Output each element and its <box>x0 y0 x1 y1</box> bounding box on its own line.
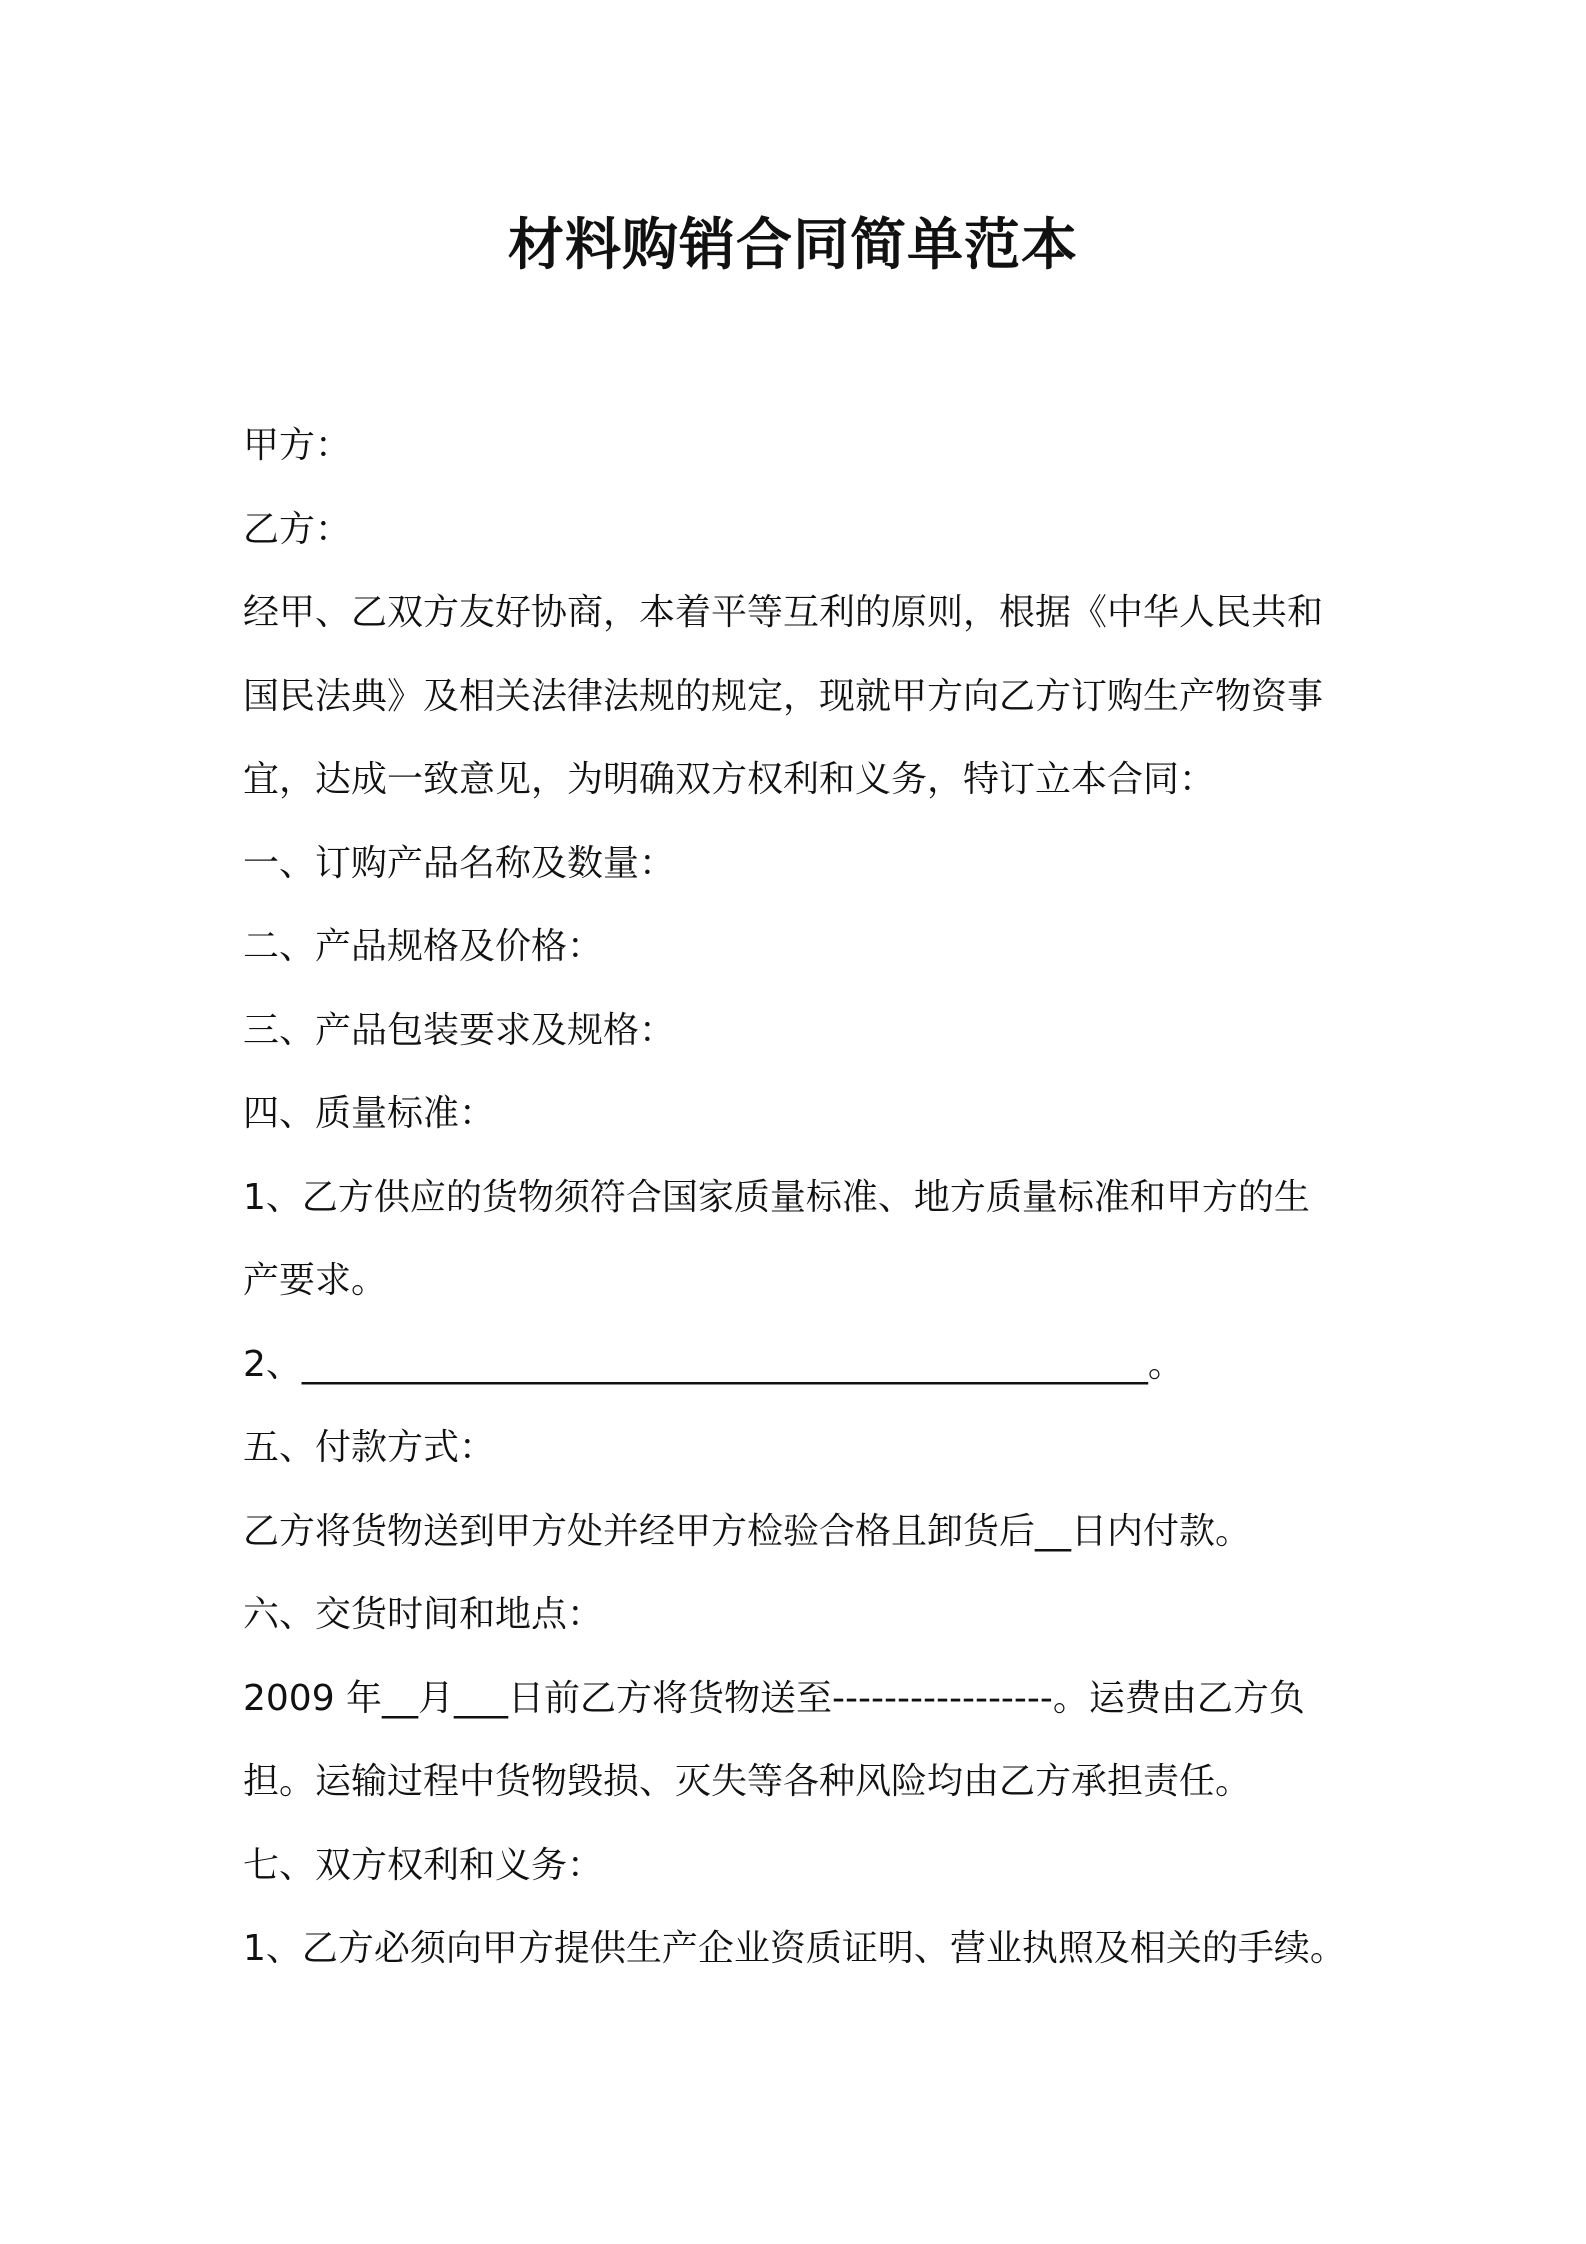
section-heading-3: 三、产品包装要求及规格： <box>243 1009 676 1051</box>
party-a-line: 甲方： <box>243 425 352 466</box>
section-heading-7: 七、双方权利和义务： <box>243 1844 604 1886</box>
document-body <box>243 404 1373 1991</box>
quality-clause-1-line-2: 产要求。 <box>243 1260 388 1301</box>
preamble-line-2: 国民法典》及相关法律法规的规定，现就甲方向乙方订购生产物资事 <box>243 675 1324 717</box>
section-heading-6: 六、交货时间和地点： <box>243 1594 604 1635</box>
section-heading-2: 二、产品规格及价格： <box>243 926 604 967</box>
party-b-line: 乙方： <box>243 508 352 550</box>
delivery-clause-line-2: 担。运输过程中货物毁损、灭失等各种风险均由乙方承担责任。 <box>243 1761 1252 1802</box>
document-title: 材料购销合同简单范本 <box>508 213 1078 278</box>
section-heading-4: 四、质量标准： <box>243 1093 496 1134</box>
rights-clause-1: 1、乙方必须向甲方提供生产企业资质证明、营业执照及相关的手续。 <box>243 1928 1346 1969</box>
preamble-line-1: 经甲、乙双方友好协商，本着平等互利的原则，根据《中华人民共和 <box>243 592 1324 633</box>
quality-clause-2: 2、_______________________________________________。 <box>243 1343 1184 1385</box>
preamble-line-3: 宜，达成一致意见，为明确双方权利和义务，特订立本合同： <box>243 759 1216 800</box>
section-heading-1: 一、订购产品名称及数量： <box>243 842 676 884</box>
delivery-clause-line-1: 2009 年__月___日前乙方将货物送至-----------------。运费由乙方负 <box>243 1677 1305 1719</box>
payment-clause: 乙方将货物送到甲方处并经甲方检验合格且卸货后__日内付款。 <box>243 1510 1252 1552</box>
quality-clause-1-line-1: 1、乙方供应的货物须符合国家质量标准、地方质量标准和甲方的生 <box>243 1176 1310 1218</box>
section-heading-5: 五、付款方式： <box>243 1427 496 1468</box>
